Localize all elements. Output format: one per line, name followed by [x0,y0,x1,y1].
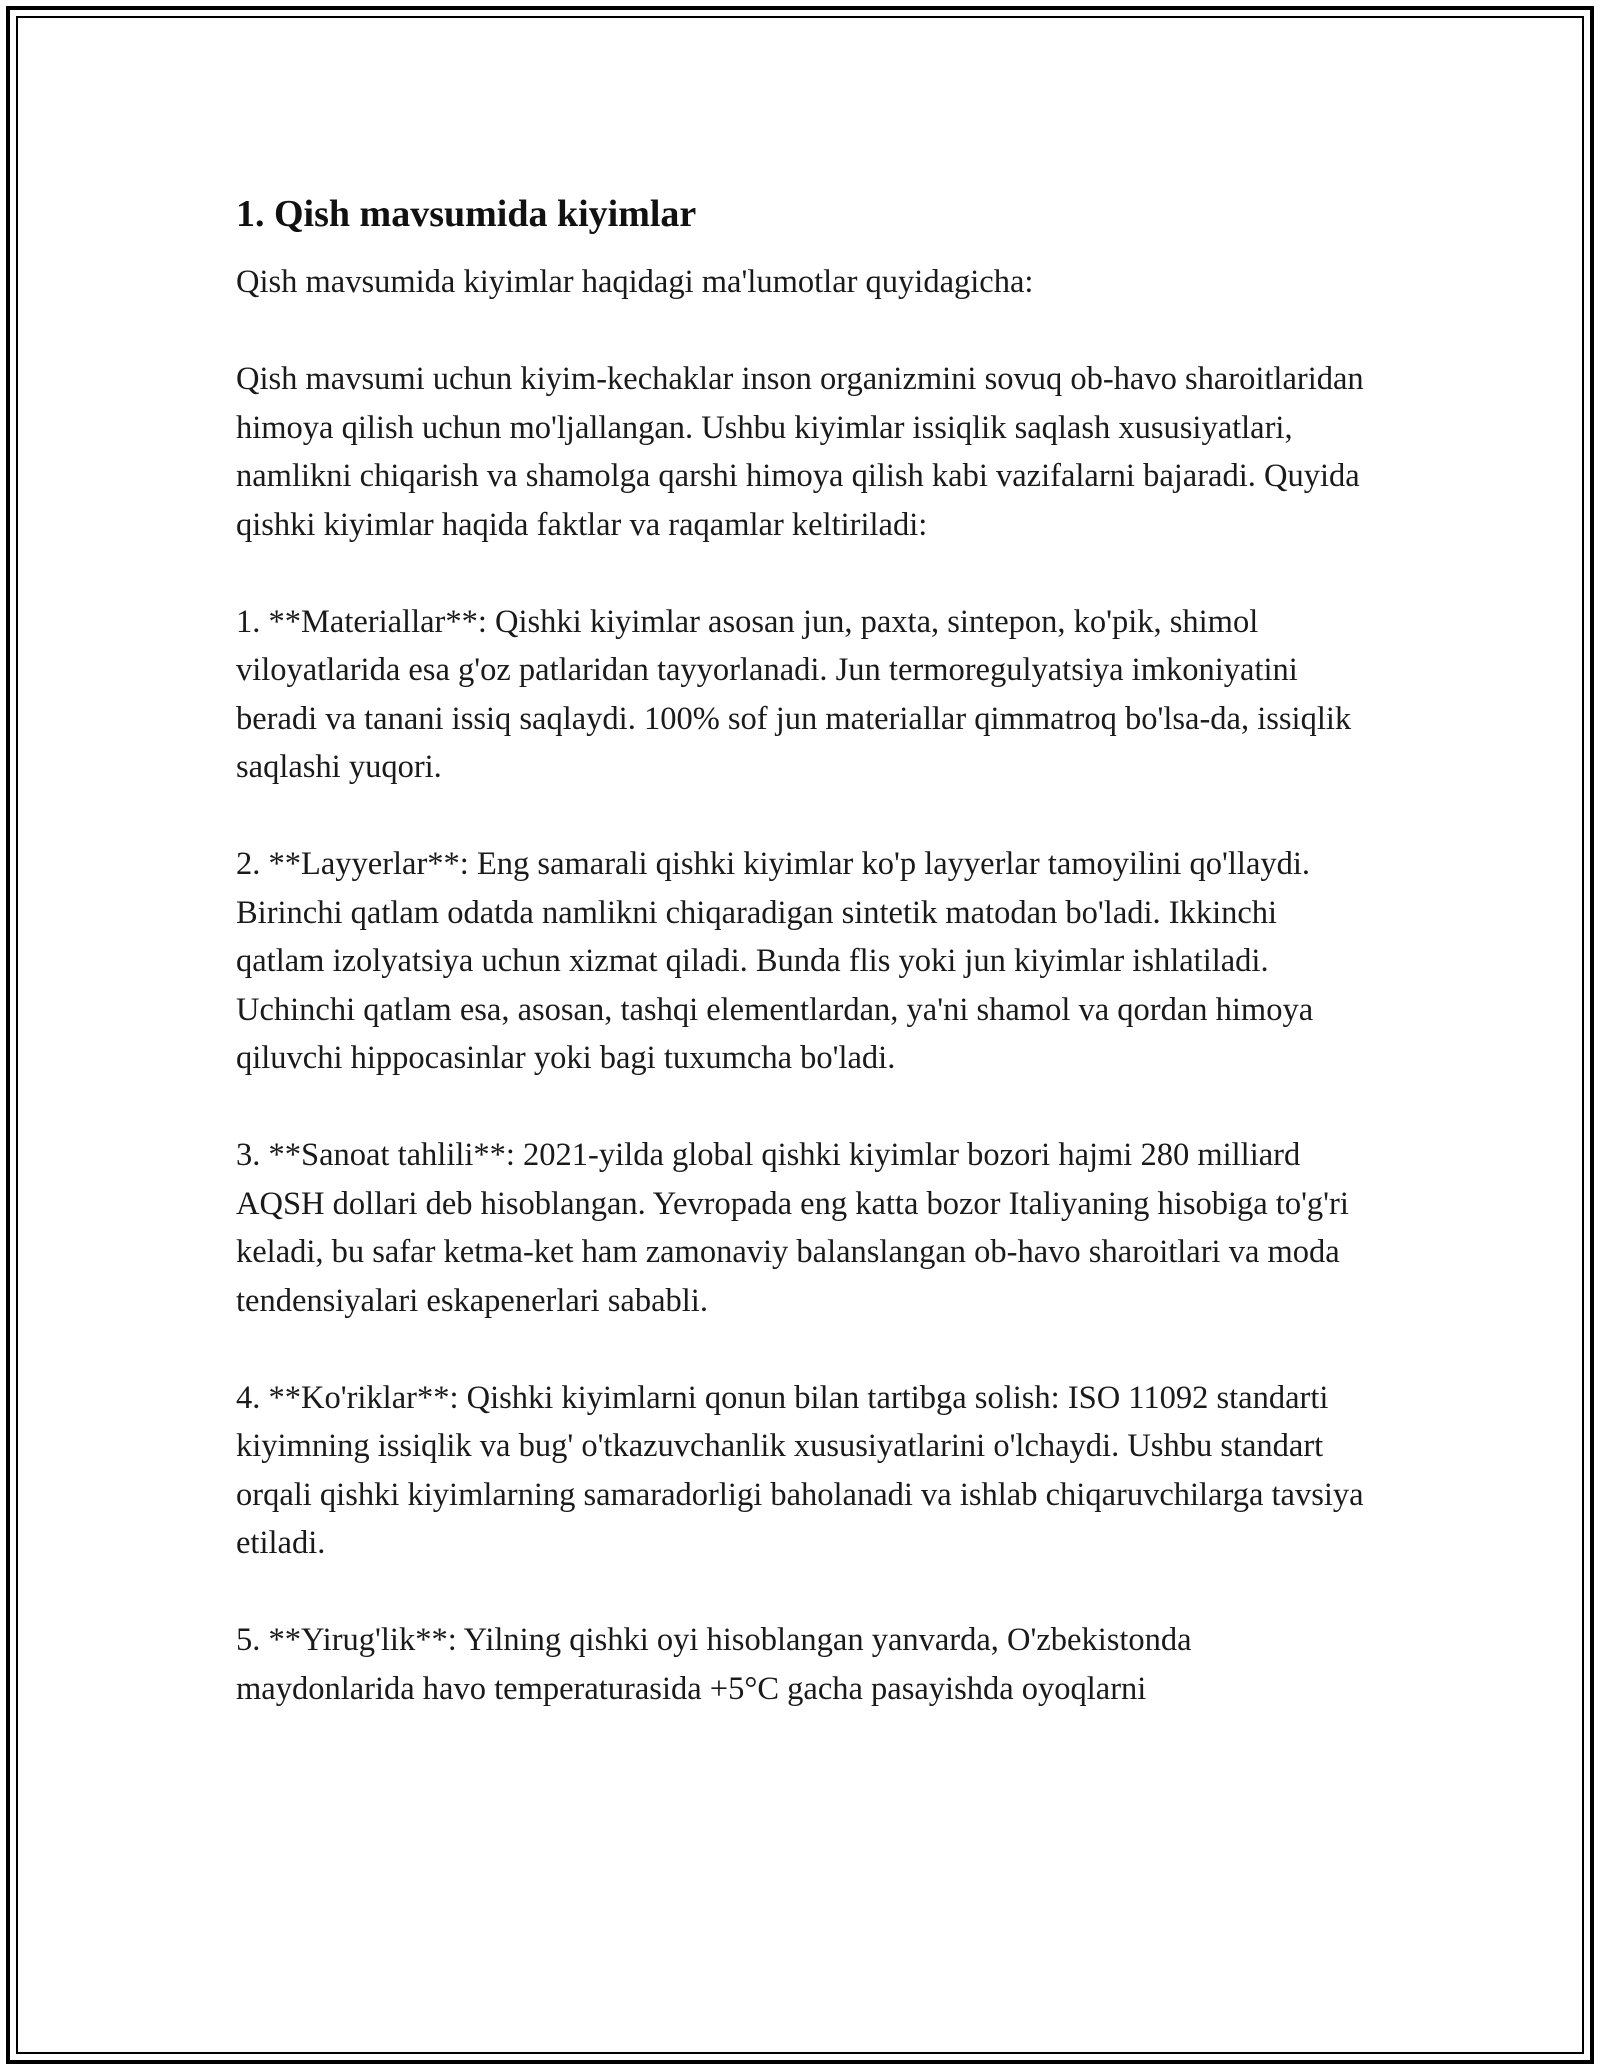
list-item-standards: 4. **Ko'riklar**: Qishki kiyimlarni qonun bilan tartibga solish: ISO 11092 standarti kiyimning issiqlik va bug' o'tkazuvchanlik xususiyatlarini o'lchaydi. Ushbu standart orqali qishki kiyimlarning samaradorligi baholanadi va ishlab chiqaruvchilarga tavsiya etiladi. [236,1379,1364,1561]
list-item-industry-analysis: 3. **Sanoat tahlili**: 2021-yilda global qishki kiyimlar bozori hajmi 280 milliard AQSH dollari deb hisoblangan. Yevropada eng katta bozor Italiyaning hisobiga to'g'ri keladi, bu safar ketma-ket ham zamonaviy balanslangan ob-havo sharoitlari va moda tendensiyalari eskapenerlari sababli. [236,1137,1349,1319]
document-body [236,182,1366,1713]
list-item-materials: 1. **Materiallar**: Qishki kiyimlar asosan jun, paxta, sintepon, ko'pik, shimol viloyatlarida esa g'oz patlaridan tayyorlanadi. Jun termoregulyatsiya imkoniyatini beradi va tanani issiq saqlaydi. 100% sof jun materiallar qimmatroq bo'lsa-da, issiqlik saqlashi yuqori. [236,603,1352,785]
list-item-lightness: 5. **Yirug'lik**: Yilning qishki oyi hisoblangan yanvarda, O'zbekistonda maydonlarida havo temperaturasida +5°C gacha pasayishda oyoqlarni [236,1622,1192,1707]
document-title: 1. Qish mavsumida kiyimlar [236,193,697,235]
list-item-layers: 2. **Layyerlar**: Eng samarali qishki kiyimlar ko'p layyerlar tamoyilini qo'llaydi. Birinchi qatlam odatda namlikni chiqaradigan sintetik matodan bo'ladi. Ikkinchi qatlam izolyatsiya uchun xizmat qiladi. Bunda flis yoki jun kiyimlar ishlatiladi. Uchinchi qatlam esa, asosan, tashqi elementlardan, ya'ni shamol va qordan himoya qiluvchi hippocasinlar yoki bagi tuxumcha bo'ladi. [236,846,1314,1076]
overview-paragraph: Qish mavsumi uchun kiyim-kechaklar inson organizmini sovuq ob-havo sharoitlaridan himoya qilish uchun mo'ljallangan. Ushbu kiyimlar issiqlik saqlash xususiyatlari, namlikni chiqarish va shamolga qarshi himoya qilish kabi vazifalarni bajaradi. Quyida qishki kiyimlar haqida faktlar va raqamlar keltiriladi: [236,361,1364,543]
intro-paragraph: Qish mavsumida kiyimlar haqidagi ma'lumotlar quyidagicha: [236,264,1034,300]
